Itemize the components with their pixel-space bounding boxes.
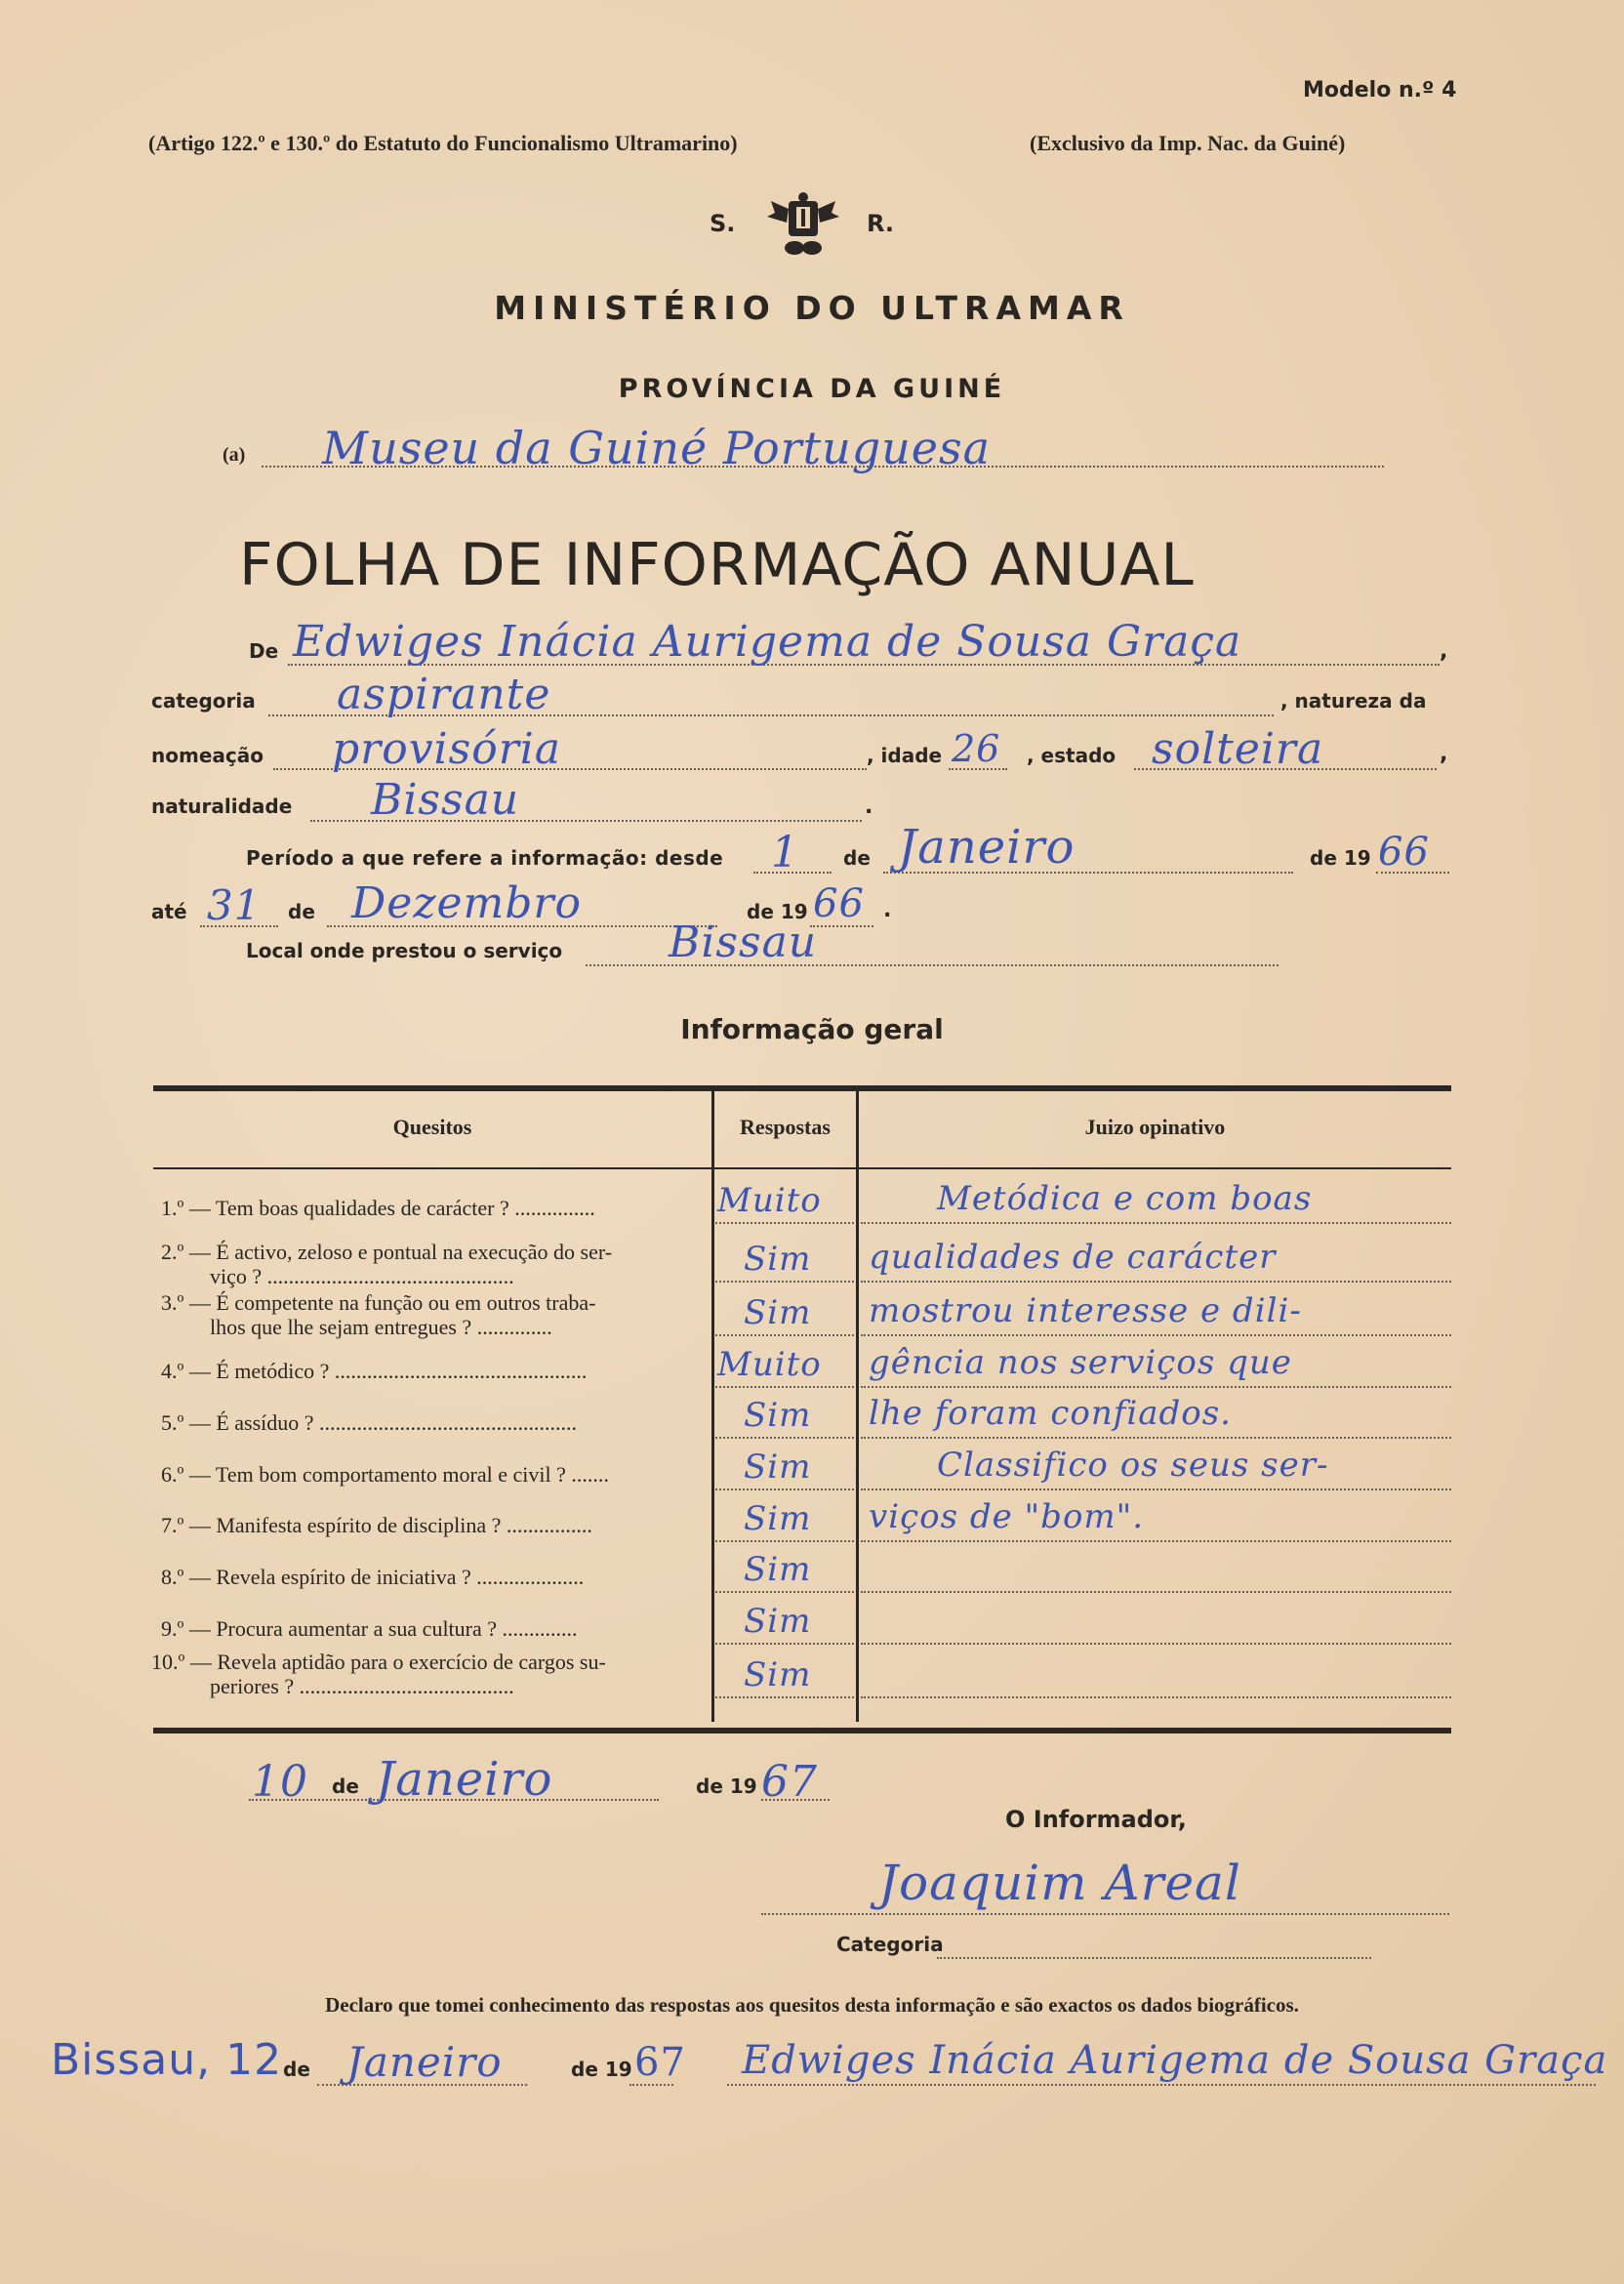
answer-value: Sim: [744, 1448, 812, 1487]
juizo-line: mostrou interesse e dili-: [869, 1291, 1302, 1330]
column-divider: [711, 1085, 714, 1722]
informador-signature: Joaquim Areal: [878, 1855, 1241, 1911]
artigo-reference: (Artigo 122.º e 130.º do Estatuto do Funcionalismo Ultramarino): [148, 131, 738, 155]
estado-value: solteira: [1152, 724, 1324, 774]
nomeacao-label: nomeação: [151, 744, 264, 767]
column-divider: [856, 1085, 859, 1722]
answer-line: [715, 1696, 854, 1698]
ate-label: até: [151, 900, 187, 923]
answer-line: [861, 1281, 1451, 1283]
header-respostas: Respostas: [740, 1115, 831, 1139]
de-word: de: [843, 846, 871, 870]
de-value: Edwiges Inácia Aurigema de Sousa Graça: [293, 617, 1242, 667]
modelo-number: Modelo n.º 4: [1303, 78, 1457, 102]
exclusivo-note: (Exclusivo da Imp. Nac. da Guiné): [1030, 131, 1346, 155]
a-label: (a): [223, 444, 246, 466]
date-de: de: [332, 1774, 359, 1798]
answer-line: [715, 1489, 854, 1490]
naturalidade-value: Bissau: [371, 775, 520, 825]
period: .: [865, 795, 873, 819]
categoria-footer-line: [937, 1957, 1371, 1959]
r-label: R.: [867, 210, 895, 237]
service-name: Museu da Guiné Portuguesa: [322, 422, 992, 474]
periodo-label: Período a que refere a informação: desde: [246, 846, 724, 870]
date-dia: 10: [252, 1757, 308, 1807]
answer-line: [861, 1386, 1451, 1388]
question-text: 6.º — Tem bom comportamento moral e civil ? .......: [161, 1462, 609, 1487]
answer-line: [715, 1386, 854, 1388]
provincia-heading: PROVÍNCIA DA GUINÉ: [618, 374, 1006, 404]
nomeacao-value: provisória: [332, 724, 562, 774]
answer-value: Sim: [744, 1655, 812, 1694]
decl-de: de: [283, 2058, 310, 2081]
juizo-line: viços de "bom".: [869, 1497, 1145, 1536]
question-text: 1.º — Tem boas qualidades de carácter ? ...............: [161, 1196, 595, 1220]
decl-mes: Janeiro: [346, 2038, 503, 2086]
juizo-line: Metódica e com boas: [937, 1179, 1313, 1218]
answer-value: Sim: [744, 1550, 812, 1589]
de-word: de: [288, 900, 315, 923]
answer-line: [715, 1591, 854, 1593]
answer-line: [861, 1489, 1451, 1490]
ate-mes: Dezembro: [351, 878, 582, 928]
answer-line: [715, 1540, 854, 1542]
decl-signature-line: [727, 2084, 1596, 2086]
juizo-line: Classifico os seus ser-: [937, 1446, 1329, 1485]
categoria-footer-label: Categoria: [836, 1933, 944, 1956]
decl-local: Bissau, 12: [51, 2035, 283, 2085]
answer-line: [861, 1222, 1451, 1224]
ate-dia: 31: [207, 881, 262, 929]
header-juizo: Juizo opinativo: [1084, 1115, 1226, 1139]
question-text: 4.º — É metódico ? ...............................................: [161, 1359, 588, 1383]
ate-ano: 66: [813, 881, 865, 926]
date-mes: Janeiro: [376, 1752, 553, 1807]
declaration-text: Declaro que tomei conhecimento das respostas aos quesitos desta informação e são exactos os dados biográficos.: [325, 1993, 1299, 2017]
question-text: 8.º — Revela espírito de iniciativa ? ....................: [161, 1565, 585, 1589]
juizo-line: gência nos serviços que: [869, 1343, 1292, 1382]
coat-of-arms-icon: [759, 191, 847, 260]
answer-value: Sim: [744, 1240, 812, 1279]
question-text: 3.º — É competente na função ou em outros traba-: [161, 1290, 596, 1315]
naturalidade-label: naturalidade: [151, 795, 293, 818]
table-header-rule: [153, 1167, 1451, 1169]
answer-value: Sim: [744, 1602, 812, 1641]
de-label: De: [249, 639, 279, 663]
decl-ano: 67: [634, 2040, 686, 2085]
question-text: periores ? ........................................: [210, 1674, 514, 1698]
answer-line: [861, 1540, 1451, 1542]
idade-label: , idade: [867, 744, 943, 767]
answer-line: [715, 1281, 854, 1283]
answer-value: Sim: [744, 1396, 812, 1435]
ministerio-heading: MINISTÉRIO DO ULTRAMAR: [494, 289, 1130, 327]
question-text: 10.º — Revela aptidão para o exercício de cargos su-: [151, 1650, 606, 1674]
answer-line: [861, 1591, 1451, 1593]
comma: ,: [1440, 742, 1448, 766]
categoria-label: categoria: [151, 689, 256, 713]
desde-dia: 1: [771, 828, 799, 877]
comma: ,: [1440, 639, 1448, 664]
categoria-value: aspirante: [337, 670, 551, 719]
question-text: 7.º — Manifesta espírito de disciplina ? ................: [161, 1513, 592, 1537]
period: .: [883, 898, 892, 922]
informador-label: O Informador,: [1005, 1806, 1187, 1833]
answer-line: [861, 1643, 1451, 1645]
answer-line: [861, 1437, 1451, 1439]
juizo-line: lhe foram confiados.: [869, 1394, 1232, 1433]
answer-value: Sim: [744, 1293, 812, 1332]
ano-prefix: de 19: [1310, 846, 1371, 870]
desde-ano: 66: [1378, 830, 1430, 875]
natureza-label: , natureza da: [1280, 689, 1427, 713]
answer-value: Muito: [717, 1345, 822, 1384]
answer-line: [715, 1334, 854, 1336]
estado-label: , estado: [1027, 744, 1116, 767]
document-title: FOLHA DE INFORMAÇÃO ANUAL: [239, 531, 1195, 599]
desde-mes: Janeiro: [898, 820, 1076, 875]
answer-line: [861, 1696, 1451, 1698]
header-quesitos: Quesitos: [392, 1115, 472, 1139]
s-label: S.: [710, 210, 736, 237]
date-ano-prefix: de 19: [696, 1774, 757, 1798]
answer-value: Muito: [717, 1181, 822, 1220]
question-text: lhos que lhe sejam entregues ? ..............: [210, 1315, 552, 1339]
local-label: Local onde prestou o serviço: [246, 939, 563, 962]
table-bottom-rule: [153, 1728, 1451, 1733]
table-top-rule: [153, 1085, 1451, 1091]
answer-line: [861, 1334, 1451, 1336]
juizo-line: qualidades de carácter: [869, 1238, 1277, 1277]
section-title: Informação geral: [680, 1013, 944, 1045]
ano-prefix: de 19: [747, 900, 808, 923]
answer-line: [715, 1437, 854, 1439]
answer-line: [715, 1643, 854, 1645]
question-text: viço ? ..............................................: [210, 1264, 514, 1288]
idade-value: 26: [952, 727, 1001, 770]
date-ano: 67: [761, 1757, 818, 1807]
question-text: 5.º — É assíduo ? ................................................: [161, 1410, 578, 1435]
decl-ano-prefix: de 19: [571, 2058, 632, 2081]
decl-signature: Edwiges Inácia Aurigema de Sousa Graça: [742, 2038, 1608, 2083]
answer-line: [715, 1222, 854, 1224]
question-text: 9.º — Procura aumentar a sua cultura ? ..............: [161, 1616, 578, 1641]
answer-value: Sim: [744, 1499, 812, 1538]
signature-line: [761, 1913, 1449, 1915]
question-text: 2.º — É activo, zeloso e pontual na execução do ser-: [161, 1240, 613, 1264]
local-value: Bissau: [669, 918, 818, 967]
